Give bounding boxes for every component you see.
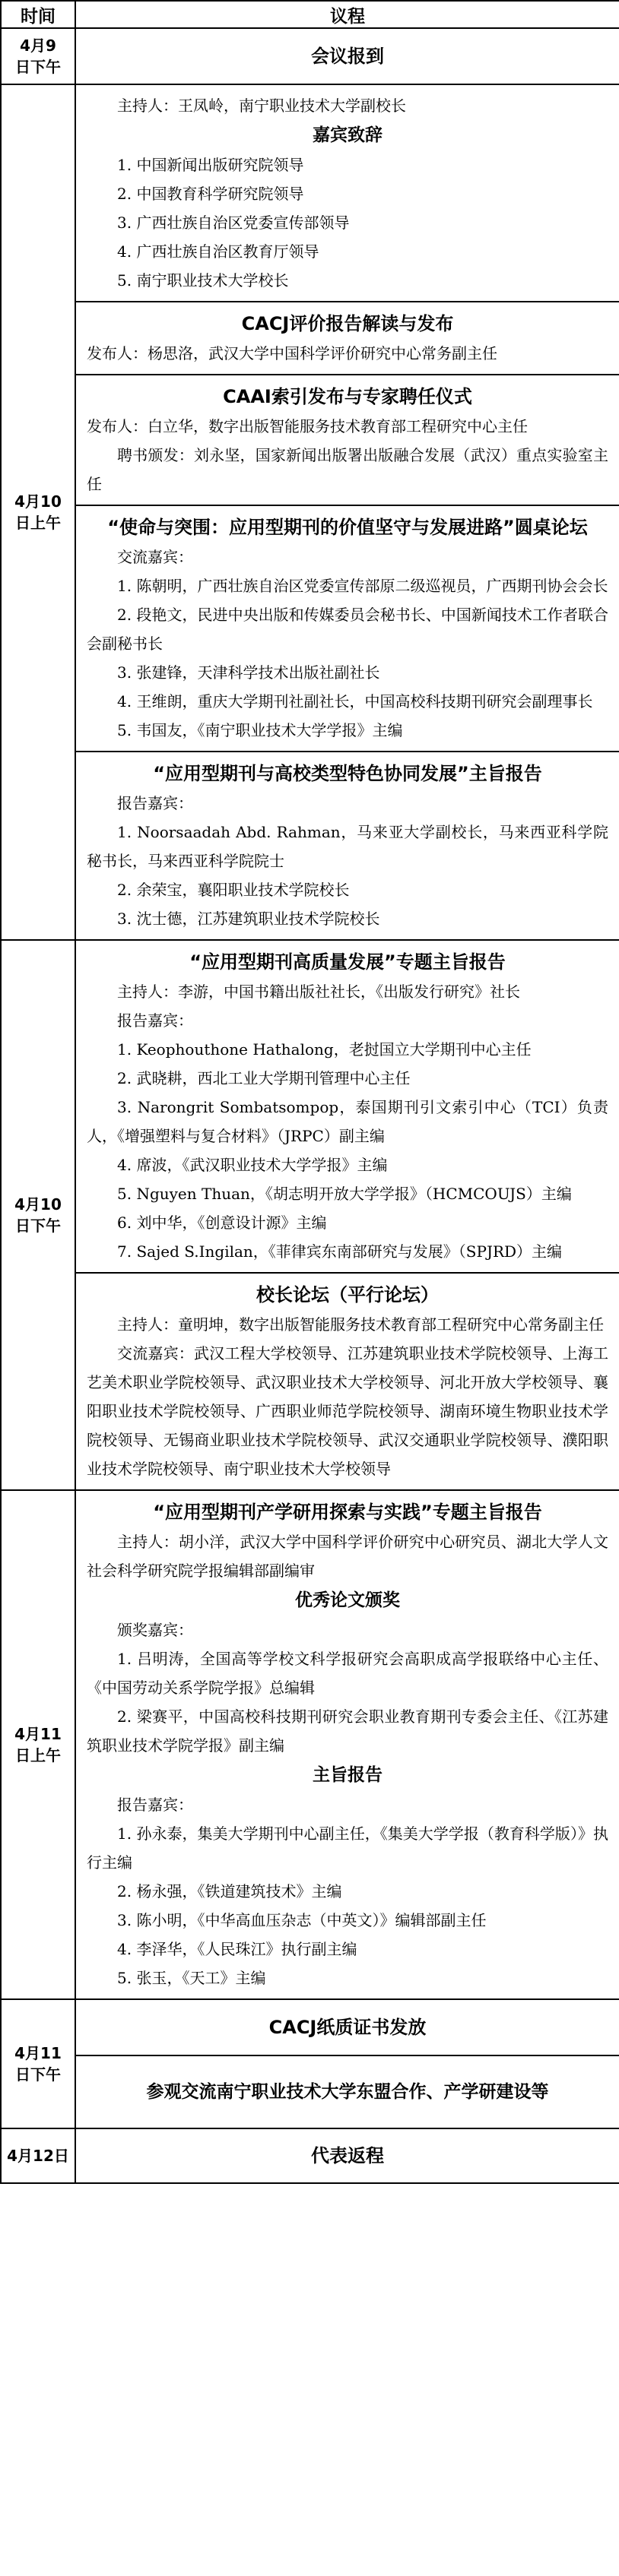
agenda-cell [75, 375, 619, 505]
list-item: 3. 陈小明，《中华高血压杂志（中英文）》编辑部副主任 [117, 1911, 487, 1929]
list-item: 4. 广西壮族自治区教育厅领导 [117, 242, 319, 261]
session-apr9-pm [1, 28, 619, 84]
list-item: 2. 余荣宝，襄阳职业技术学院校长 [117, 881, 350, 899]
block-title: “应用型期刊产学研用探索与实践”专题主旨报告 [153, 1502, 542, 1523]
list-item: 6. 刘中华，《创意设计源》主编 [117, 1214, 327, 1232]
agenda-cell [75, 940, 619, 1273]
agenda-cell [75, 1490, 619, 1999]
list-item: 1. 陈朝明，广西壮族自治区党委宣传部原二级巡视员，广西期刊协会会长 [117, 577, 608, 595]
list-item: 5. Nguyen Thuan，《胡志明开放大学学报》（HCMCOUJS）主编 [117, 1185, 572, 1203]
session-title: 会议报到 [311, 46, 384, 67]
session-apr10-am-1 [1, 84, 619, 302]
agenda-cell [75, 2128, 619, 2183]
guests-line: 交流嘉宾：武汉工程大学校领导、江苏建筑职业技术学院校领导、上海工艺美术职业学院校领导、武汉职业技术大学校领导、河北开放大学校领导、襄阳职业技术学院校领导、广西职业师范学院校领导、湖南环境生物职业技术学院校领导、无锡商业职业技术学院校领导、武汉交通职业学院校领导、濮阳职业技术学院校领导、南宁职业技术大学校领导 [87, 1344, 608, 1478]
time-cell [1, 1999, 75, 2128]
cert-line: 聘书颁发：刘永坚，国家新闻出版署出版融合发展（武汉）重点实验室主任 [87, 446, 608, 493]
session-apr10-am-2 [1, 302, 619, 375]
list-item: 2. 武晓耕，西北工业大学期刊管理中心主任 [117, 1069, 411, 1087]
time-label: 4月11日下午 [14, 2044, 62, 2084]
agenda-cell [75, 84, 619, 302]
agenda-cell [75, 302, 619, 375]
agenda-cell [75, 28, 619, 84]
publisher-line: 发布人：杨思洛，武汉大学中国科学评价研究中心常务副主任 [87, 344, 497, 362]
list-item: 2. 段艳文，民进中央出版和传媒委员会秘书长、中国新闻技术工作者联合会副秘书长 [87, 606, 608, 653]
list-item: 2. 中国教育科学研究院领导 [117, 185, 304, 203]
keynote-label: 报告嘉宾： [117, 1796, 193, 1814]
block-title: “应用型期刊与高校类型特色协同发展”主旨报告 [153, 763, 542, 784]
session-apr10-am-4 [1, 505, 619, 752]
time-label: 4月10日下午 [14, 1195, 62, 1235]
list-item: 3. 沈士德，江苏建筑职业技术学院校长 [117, 910, 380, 928]
session-apr12 [1, 2128, 619, 2183]
session-apr10-pm-1 [1, 940, 619, 1273]
list-item: 5. 张玉，《天工》主编 [117, 1969, 266, 1987]
session-apr10-am-3 [1, 375, 619, 505]
agenda-cell [75, 1999, 619, 2055]
header-time: 时间 [1, 1, 75, 28]
award-label: 颁奖嘉宾： [117, 1621, 193, 1639]
host-line: 主持人：王凤岭，南宁职业技术大学副校长 [117, 97, 406, 115]
list-item: 4. 李泽华，《人民珠江》执行副主编 [117, 1940, 357, 1958]
guests-label: 报告嘉宾： [117, 794, 193, 812]
list-item: 1. Noorsaadah Abd. Rahman，马来亚大学副校长，马来西亚科学院秘书长，马来西亚科学院院士 [87, 823, 608, 870]
block-title: 参观交流南宁职业技术大学东盟合作、产学研建设等 [146, 2082, 549, 2102]
agenda-cell [75, 752, 619, 940]
time-label: 4月12日 [7, 2147, 69, 2165]
time-cell [1, 1490, 75, 1999]
time-label: 4月11日上午 [14, 1725, 62, 1764]
list-item: 7. Sajed S.Ingilan，《菲律宾东南部研究与发展》（SPJRD）主编 [117, 1242, 563, 1261]
list-item: 1. Keophouthone Hathalong，老挝国立大学期刊中心主任 [117, 1040, 532, 1059]
list-item: 3. 广西壮族自治区党委宣传部领导 [117, 214, 350, 232]
block-title: 校长论坛（平行论坛） [256, 1284, 439, 1305]
time-label: 4月9日下午 [15, 36, 61, 76]
agenda-cell [75, 505, 619, 752]
agenda-cell [75, 2055, 619, 2128]
list-item: 4. 席波，《武汉职业技术大学学报》主编 [117, 1156, 388, 1174]
list-item: 1. 吕明涛，全国高等学校文科学报研究会高职成高学报联络中心主任、《中国劳动关系学院学报》总编辑 [87, 1650, 608, 1697]
time-label: 4月10日上午 [14, 492, 62, 532]
session-apr11-pm-1 [1, 1999, 619, 2055]
block-title: CACJ评价报告解读与发布 [241, 313, 454, 334]
block-title: CACJ纸质证书发放 [268, 2017, 427, 2038]
block-title: “应用型期刊高质量发展”专题主旨报告 [189, 951, 506, 973]
agenda-cell [75, 1273, 619, 1490]
list-item: 1. 中国新闻出版研究院领导 [117, 156, 304, 174]
session-apr10-pm-2 [1, 1273, 619, 1490]
list-item: 2. 杨永强，《铁道建筑技术》主编 [117, 1882, 342, 1900]
guests-label: 报告嘉宾： [117, 1011, 193, 1030]
block-title: 嘉宾致辞 [313, 125, 383, 145]
host-line: 主持人：童明坤，数字出版智能服务技术教育部工程研究中心常务副主任 [117, 1315, 604, 1334]
list-item: 5. 韦国友，《南宁职业技术大学学报》主编 [117, 721, 403, 739]
list-item: 3. 张建锋，天津科学技术出版社副社长 [117, 663, 380, 682]
award-title: 优秀论文颁奖 [295, 1590, 400, 1610]
time-cell [1, 84, 75, 940]
list-item: 1. 孙永泰，集美大学期刊中心副主任，《集美大学学报（教育科学版）》执行主编 [87, 1824, 608, 1872]
block-title: “使命与突围：应用型期刊的价值坚守与发展进路”圆桌论坛 [107, 517, 588, 538]
list-item: 4. 王维朗，重庆大学期刊社副社长，中国高校科技期刊研究会副理事长 [117, 692, 593, 710]
header-row [1, 1, 619, 28]
keynote-title: 主旨报告 [313, 1765, 383, 1785]
session-apr11-am [1, 1490, 619, 1999]
guests-label: 交流嘉宾： [117, 548, 193, 566]
block-title: 代表返程 [311, 2145, 384, 2166]
time-cell [1, 2128, 75, 2183]
list-item: 2. 梁赛平，中国高校科技期刊研究会职业教育期刊专委会主任、《江苏建筑职业技术学院学报》副主编 [87, 1707, 608, 1755]
list-item: 3. Narongrit Sombatsompop，泰国期刊引文索引中心（TCI）负责人，《增强塑料与复合材料》（JRPC）副主编 [87, 1098, 608, 1145]
host-line: 主持人：胡小洋，武汉大学中国科学评价研究中心研究员、湖北大学人文社会科学研究院学报编辑部副编审 [87, 1533, 608, 1580]
block-title: CAAI索引发布与专家聘任仪式 [223, 386, 472, 407]
host-line: 主持人：李游，中国书籍出版社社长，《出版发行研究》社长 [117, 983, 520, 1001]
time-cell [1, 28, 75, 84]
header-agenda: 议程 [75, 1, 619, 28]
list-item: 5. 南宁职业技术大学校长 [117, 271, 289, 290]
session-apr10-am-5 [1, 752, 619, 940]
session-apr11-pm-2 [1, 2055, 619, 2128]
publisher-line: 发布人：白立华，数字出版智能服务技术教育部工程研究中心主任 [87, 417, 528, 435]
time-cell [1, 940, 75, 1490]
